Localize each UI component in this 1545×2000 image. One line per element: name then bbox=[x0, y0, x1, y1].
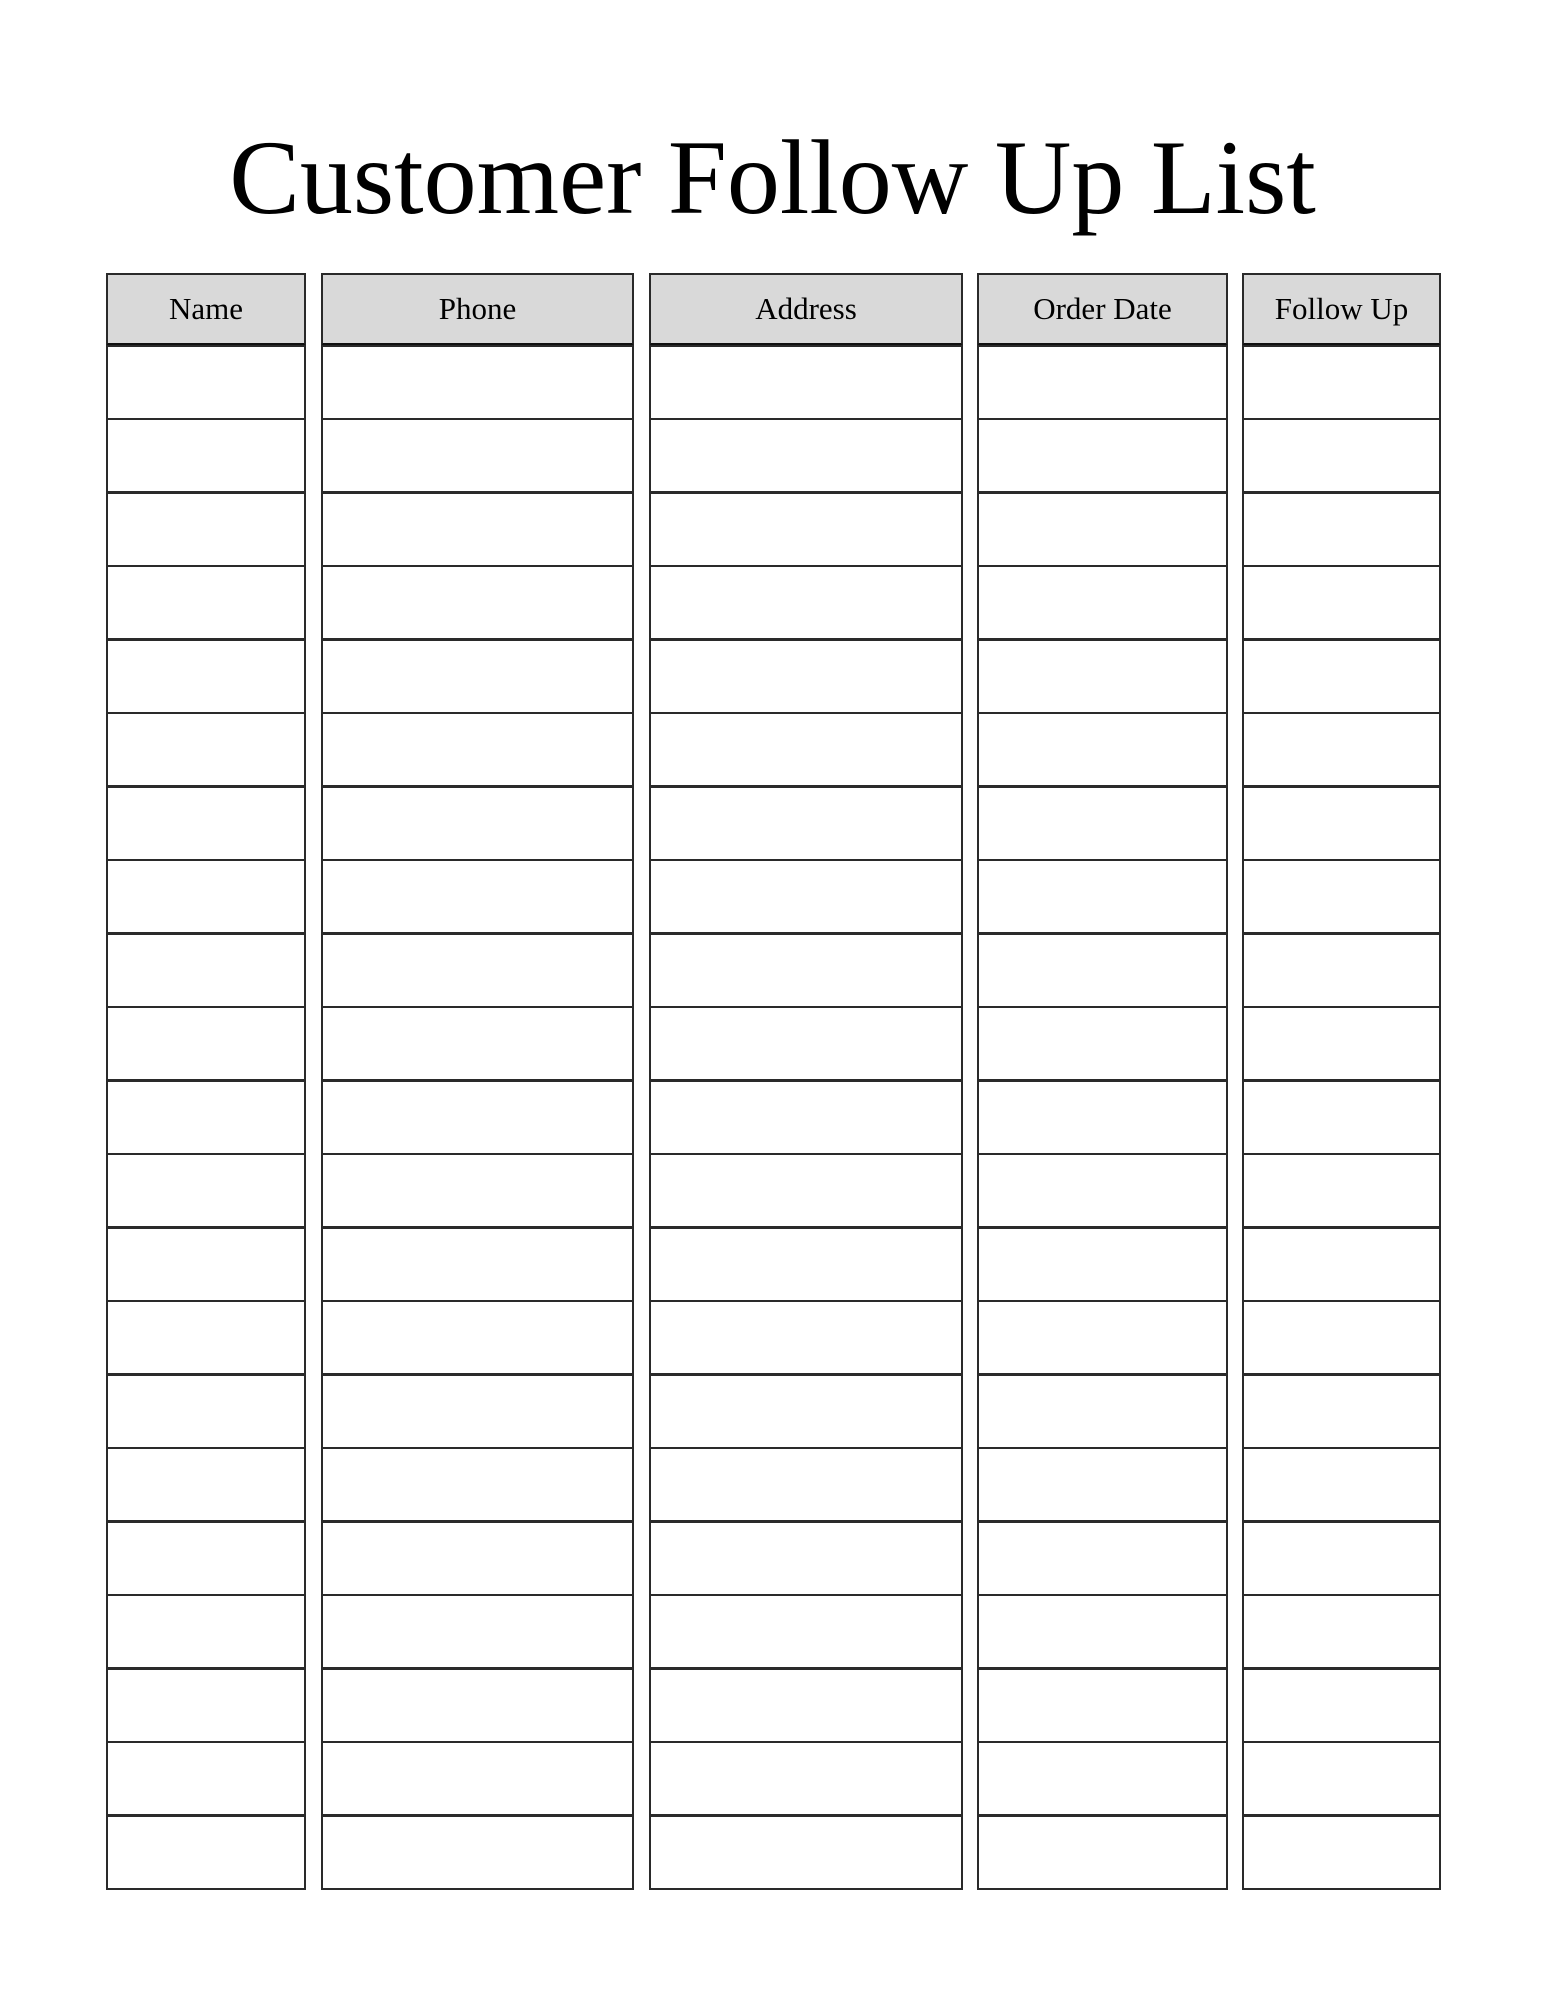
table-cell-address[interactable] bbox=[649, 345, 963, 420]
table-cell-phone[interactable] bbox=[321, 1153, 634, 1228]
table-cell-address[interactable] bbox=[649, 639, 963, 714]
table-cell-name[interactable] bbox=[106, 1227, 306, 1302]
table-cell-address[interactable] bbox=[649, 1006, 963, 1081]
table-cell-follow-up[interactable] bbox=[1242, 1300, 1441, 1375]
table-cell-order-date[interactable] bbox=[977, 933, 1228, 1008]
table-cell-address[interactable] bbox=[649, 859, 963, 934]
table-cell-name[interactable] bbox=[106, 1374, 306, 1449]
table-cell-phone[interactable] bbox=[321, 933, 634, 1008]
table-cell-order-date[interactable] bbox=[977, 1521, 1228, 1596]
table-cell-phone[interactable] bbox=[321, 712, 634, 787]
table-cell-follow-up[interactable] bbox=[1242, 1741, 1441, 1816]
table-cell-follow-up[interactable] bbox=[1242, 418, 1441, 493]
table-cell-name[interactable] bbox=[106, 1300, 306, 1375]
column-follow-up bbox=[1242, 273, 1441, 1890]
table-cell-phone[interactable] bbox=[321, 1815, 634, 1890]
table-cell-order-date[interactable] bbox=[977, 1080, 1228, 1155]
table-cell-address[interactable] bbox=[649, 418, 963, 493]
table-cell-order-date[interactable] bbox=[977, 1668, 1228, 1743]
table-cell-name[interactable] bbox=[106, 1006, 306, 1081]
table-cell-phone[interactable] bbox=[321, 1668, 634, 1743]
table-cell-address[interactable] bbox=[649, 1594, 963, 1669]
table-cell-order-date[interactable] bbox=[977, 1300, 1228, 1375]
table-cell-order-date[interactable] bbox=[977, 1594, 1228, 1669]
table-cell-order-date[interactable] bbox=[977, 565, 1228, 640]
table-cell-follow-up[interactable] bbox=[1242, 1080, 1441, 1155]
table-cell-follow-up[interactable] bbox=[1242, 1227, 1441, 1302]
table-cell-address[interactable] bbox=[649, 1521, 963, 1596]
table-cell-name[interactable] bbox=[106, 1080, 306, 1155]
page-title: Customer Follow Up List bbox=[229, 119, 1316, 236]
table-cell-order-date[interactable] bbox=[977, 786, 1228, 861]
table-cell-address[interactable] bbox=[649, 786, 963, 861]
table-cell-phone[interactable] bbox=[321, 639, 634, 714]
table-cell-address[interactable] bbox=[649, 1447, 963, 1522]
table-cell-address[interactable] bbox=[649, 1741, 963, 1816]
table-cell-name[interactable] bbox=[106, 1153, 306, 1228]
table-cell-address[interactable] bbox=[649, 492, 963, 567]
table-cell-phone[interactable] bbox=[321, 1080, 634, 1155]
table-cell-follow-up[interactable] bbox=[1242, 1521, 1441, 1596]
table-cell-name[interactable] bbox=[106, 712, 306, 787]
table-cell-follow-up[interactable] bbox=[1242, 712, 1441, 787]
table-cell-address[interactable] bbox=[649, 1374, 963, 1449]
table-cell-phone[interactable] bbox=[321, 1300, 634, 1375]
column-header-follow-up: Follow Up bbox=[1242, 273, 1441, 346]
table-cell-address[interactable] bbox=[649, 1153, 963, 1228]
table-cell-follow-up[interactable] bbox=[1242, 1594, 1441, 1669]
table-cell-address[interactable] bbox=[649, 1668, 963, 1743]
table-cell-address[interactable] bbox=[649, 565, 963, 640]
table-cell-name[interactable] bbox=[106, 786, 306, 861]
table-cell-follow-up[interactable] bbox=[1242, 859, 1441, 934]
table-cell-name[interactable] bbox=[106, 1521, 306, 1596]
table-cell-order-date[interactable] bbox=[977, 1374, 1228, 1449]
table-cell-follow-up[interactable] bbox=[1242, 933, 1441, 1008]
table-cell-phone[interactable] bbox=[321, 1521, 634, 1596]
table-cell-phone[interactable] bbox=[321, 1741, 634, 1816]
table-cell-order-date[interactable] bbox=[977, 859, 1228, 934]
column-header-address: Address bbox=[649, 273, 963, 346]
column-header-order-date: Order Date bbox=[977, 273, 1228, 346]
table-cell-name[interactable] bbox=[106, 565, 306, 640]
table-cell-follow-up[interactable] bbox=[1242, 565, 1441, 640]
table-cell-phone[interactable] bbox=[321, 1227, 634, 1302]
table-cell-phone[interactable] bbox=[321, 345, 634, 420]
table-cell-address[interactable] bbox=[649, 1080, 963, 1155]
table-cell-address[interactable] bbox=[649, 1815, 963, 1890]
column-phone bbox=[321, 273, 634, 1890]
table-cell-follow-up[interactable] bbox=[1242, 1006, 1441, 1081]
table-cell-name[interactable] bbox=[106, 1741, 306, 1816]
column-name bbox=[106, 273, 306, 1890]
table-cell-name[interactable] bbox=[106, 1447, 306, 1522]
table-cell-follow-up[interactable] bbox=[1242, 345, 1441, 420]
table-cell-name[interactable] bbox=[106, 492, 306, 567]
table-cell-name[interactable] bbox=[106, 418, 306, 493]
table-cell-order-date[interactable] bbox=[977, 418, 1228, 493]
column-address bbox=[649, 273, 963, 1890]
table-cell-address[interactable] bbox=[649, 1227, 963, 1302]
table-cell-order-date[interactable] bbox=[977, 1815, 1228, 1890]
table-cell-name[interactable] bbox=[106, 1815, 306, 1890]
table-cell-address[interactable] bbox=[649, 712, 963, 787]
table-cell-follow-up[interactable] bbox=[1242, 492, 1441, 567]
table-cell-order-date[interactable] bbox=[977, 639, 1228, 714]
table-cell-name[interactable] bbox=[106, 933, 306, 1008]
table-cell-phone[interactable] bbox=[321, 418, 634, 493]
table-cell-name[interactable] bbox=[106, 1594, 306, 1669]
table-cell-name[interactable] bbox=[106, 859, 306, 934]
column-header-phone: Phone bbox=[321, 273, 634, 346]
table-cell-phone[interactable] bbox=[321, 1006, 634, 1081]
column-order-date bbox=[977, 273, 1228, 1890]
table-cell-order-date[interactable] bbox=[977, 1006, 1228, 1081]
table-cell-phone[interactable] bbox=[321, 565, 634, 640]
table-cell-phone[interactable] bbox=[321, 1374, 634, 1449]
table-cell-phone[interactable] bbox=[321, 1594, 634, 1669]
table-cell-phone[interactable] bbox=[321, 786, 634, 861]
table-cell-address[interactable] bbox=[649, 933, 963, 1008]
column-header-name: Name bbox=[106, 273, 306, 346]
table-cell-follow-up[interactable] bbox=[1242, 1447, 1441, 1522]
table-cell-name[interactable] bbox=[106, 345, 306, 420]
table-cell-name[interactable] bbox=[106, 1668, 306, 1743]
table-cell-follow-up[interactable] bbox=[1242, 1815, 1441, 1890]
table-cell-follow-up[interactable] bbox=[1242, 786, 1441, 861]
table-cell-name[interactable] bbox=[106, 639, 306, 714]
table-cell-order-date[interactable] bbox=[977, 1447, 1228, 1522]
table-cell-follow-up[interactable] bbox=[1242, 1374, 1441, 1449]
table-cell-order-date[interactable] bbox=[977, 345, 1228, 420]
table-cell-address[interactable] bbox=[649, 1300, 963, 1375]
table-cell-order-date[interactable] bbox=[977, 1153, 1228, 1228]
table-cell-phone[interactable] bbox=[321, 1447, 634, 1522]
table-cell-order-date[interactable] bbox=[977, 1227, 1228, 1302]
table-cell-order-date[interactable] bbox=[977, 712, 1228, 787]
table-cell-order-date[interactable] bbox=[977, 1741, 1228, 1816]
table-cell-follow-up[interactable] bbox=[1242, 1153, 1441, 1228]
table-cell-order-date[interactable] bbox=[977, 492, 1228, 567]
table-cell-phone[interactable] bbox=[321, 492, 634, 567]
table-cell-follow-up[interactable] bbox=[1242, 639, 1441, 714]
table-cell-follow-up[interactable] bbox=[1242, 1668, 1441, 1743]
table-cell-phone[interactable] bbox=[321, 859, 634, 934]
